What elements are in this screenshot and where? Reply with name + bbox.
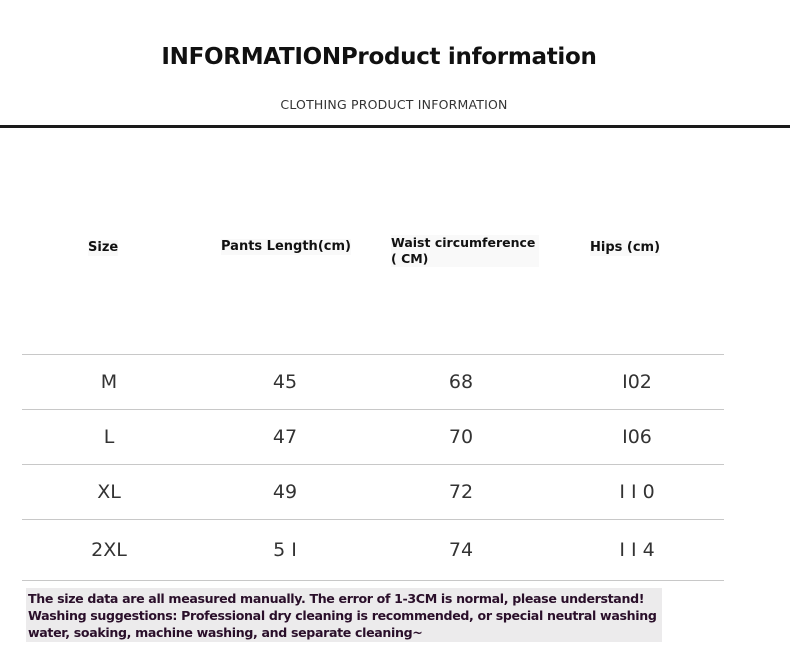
table-cell-hips: I02 xyxy=(622,371,652,393)
header-divider xyxy=(0,125,790,128)
table-cell-pants-length: 47 xyxy=(272,426,298,448)
column-header-pants-length: Pants Length(cm) xyxy=(221,239,351,254)
page-title: INFORMATIONProduct information xyxy=(161,44,597,70)
column-header-hips: Hips (cm) xyxy=(590,240,661,255)
table-row xyxy=(22,520,724,581)
table-cell-hips: I06 xyxy=(622,426,652,448)
table-cell-size: XL xyxy=(97,481,121,503)
table-cell-waist: 68 xyxy=(448,371,474,393)
table-row xyxy=(22,355,724,410)
table-cell-size: M xyxy=(100,371,118,393)
column-header-waist: Waist circumference ( CM) xyxy=(391,235,539,267)
table-cell-pants-length: 45 xyxy=(272,371,298,393)
table-row xyxy=(22,465,724,520)
size-table xyxy=(22,354,724,581)
washing-note-line-1: Washing suggestions: Professional dry cleaning is recommended, or special neutral washing xyxy=(28,608,657,623)
table-row xyxy=(22,410,724,465)
measurement-note: The size data are all measured manually. The error of 1-3CM is normal, please understand! xyxy=(28,591,645,606)
table-cell-size: 2XL xyxy=(91,539,127,561)
washing-note-line-2: water, soaking, machine washing, and separate cleaning~ xyxy=(28,625,423,640)
table-cell-hips: I I 4 xyxy=(619,539,655,561)
page-subtitle: CLOTHING PRODUCT INFORMATION xyxy=(280,97,508,112)
table-cell-pants-length: 5 I xyxy=(273,539,297,561)
care-notes xyxy=(26,588,662,642)
table-cell-size: L xyxy=(103,426,115,448)
table-cell-waist: 74 xyxy=(448,539,474,561)
column-header-size: Size xyxy=(88,240,119,255)
table-cell-waist: 72 xyxy=(448,481,474,503)
table-cell-waist: 70 xyxy=(448,426,474,448)
table-cell-hips: I I 0 xyxy=(619,481,655,503)
table-cell-pants-length: 49 xyxy=(272,481,298,503)
size-table-header xyxy=(22,225,724,277)
